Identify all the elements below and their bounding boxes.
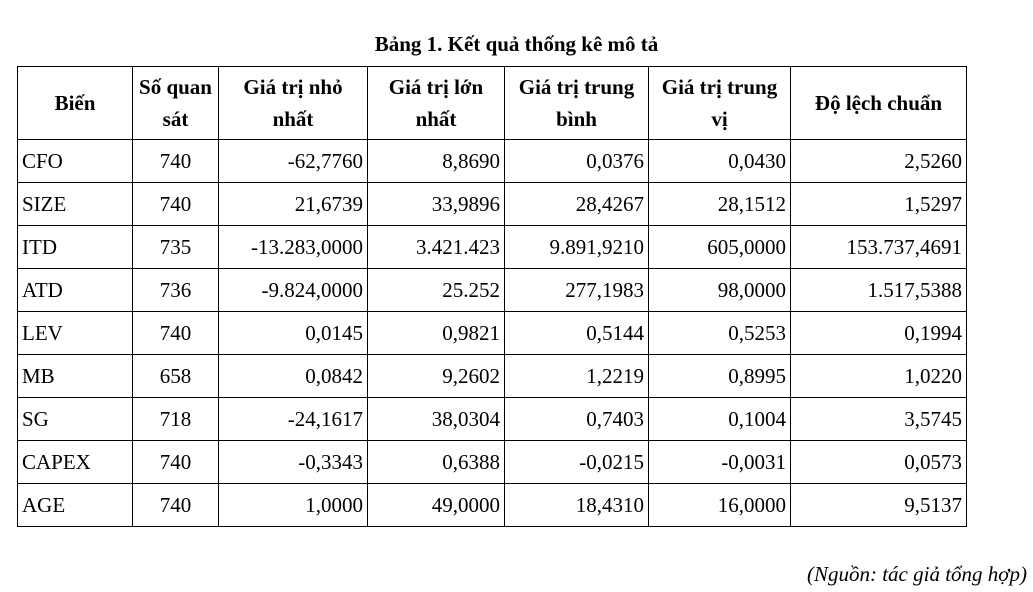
header-variable: Biến (18, 67, 133, 140)
table-row (18, 312, 967, 355)
cell-std-dev: 2,5260 (791, 140, 967, 183)
table-caption: Bảng 1. Kết quả thống kê mô tả (374, 32, 659, 56)
cell-max: 0,6388 (368, 441, 505, 484)
cell-observations: 658 (133, 355, 219, 398)
cell-mean: 18,4310 (505, 484, 649, 527)
cell-mean: -0,0215 (505, 441, 649, 484)
table-row (18, 398, 967, 441)
cell-mean: 9.891,9210 (505, 226, 649, 269)
table-row (18, 269, 967, 312)
cell-median: 0,0430 (649, 140, 791, 183)
header-std-dev: Độ lệch chuẩn (791, 67, 967, 140)
cell-min: -62,7760 (219, 140, 368, 183)
header-min: Giá trị nhỏ nhất (219, 67, 368, 140)
cell-min: -13.283,0000 (219, 226, 368, 269)
cell-median: -0,0031 (649, 441, 791, 484)
cell-std-dev: 9,5137 (791, 484, 967, 527)
cell-median: 0,5253 (649, 312, 791, 355)
cell-observations: 740 (133, 312, 219, 355)
cell-max: 49,0000 (368, 484, 505, 527)
cell-std-dev: 3,5745 (791, 398, 967, 441)
cell-median: 28,1512 (649, 183, 791, 226)
cell-observations: 718 (133, 398, 219, 441)
cell-variable: CAPEX (18, 441, 133, 484)
cell-variable: SIZE (18, 183, 133, 226)
cell-variable: CFO (18, 140, 133, 183)
cell-min: -0,3343 (219, 441, 368, 484)
cell-max: 9,2602 (368, 355, 505, 398)
cell-observations: 740 (133, 140, 219, 183)
cell-mean: 277,1983 (505, 269, 649, 312)
cell-observations: 740 (133, 183, 219, 226)
header-median: Giá trị trung vị (649, 67, 791, 140)
cell-median: 0,8995 (649, 355, 791, 398)
header-observations: Số quan sát (133, 67, 219, 140)
cell-variable: ITD (18, 226, 133, 269)
cell-std-dev: 0,1994 (791, 312, 967, 355)
cell-std-dev: 1,5297 (791, 183, 967, 226)
cell-max: 8,8690 (368, 140, 505, 183)
cell-mean: 1,2219 (505, 355, 649, 398)
source-note: (Nguồn: tác giả tổng hợp) (806, 562, 1027, 586)
cell-observations: 740 (133, 441, 219, 484)
cell-variable: AGE (18, 484, 133, 527)
table-row (18, 140, 967, 183)
header-row (18, 67, 967, 140)
header-max: Giá trị lớn nhất (368, 67, 505, 140)
table-row (18, 441, 967, 484)
header-mean: Giá trị trung bình (505, 67, 649, 140)
cell-variable: SG (18, 398, 133, 441)
cell-median: 16,0000 (649, 484, 791, 527)
table-row (18, 226, 967, 269)
cell-observations: 736 (133, 269, 219, 312)
cell-std-dev: 1,0220 (791, 355, 967, 398)
table-row (18, 183, 967, 226)
cell-median: 98,0000 (649, 269, 791, 312)
cell-min: 0,0842 (219, 355, 368, 398)
cell-min: 0,0145 (219, 312, 368, 355)
cell-max: 38,0304 (368, 398, 505, 441)
cell-max: 0,9821 (368, 312, 505, 355)
cell-std-dev: 153.737,4691 (791, 226, 967, 269)
cell-min: 21,6739 (219, 183, 368, 226)
table-row (18, 355, 967, 398)
cell-mean: 0,0376 (505, 140, 649, 183)
cell-max: 25.252 (368, 269, 505, 312)
cell-variable: LEV (18, 312, 133, 355)
cell-variable: ATD (18, 269, 133, 312)
cell-min: -24,1617 (219, 398, 368, 441)
cell-mean: 0,5144 (505, 312, 649, 355)
table-row (18, 484, 967, 527)
cell-std-dev: 1.517,5388 (791, 269, 967, 312)
cell-observations: 740 (133, 484, 219, 527)
descriptive-statistics-table (17, 66, 967, 527)
cell-variable: MB (18, 355, 133, 398)
cell-max: 33,9896 (368, 183, 505, 226)
cell-median: 605,0000 (649, 226, 791, 269)
cell-min: -9.824,0000 (219, 269, 368, 312)
cell-max: 3.421.423 (368, 226, 505, 269)
cell-observations: 735 (133, 226, 219, 269)
cell-std-dev: 0,0573 (791, 441, 967, 484)
cell-mean: 0,7403 (505, 398, 649, 441)
cell-median: 0,1004 (649, 398, 791, 441)
cell-min: 1,0000 (219, 484, 368, 527)
cell-mean: 28,4267 (505, 183, 649, 226)
